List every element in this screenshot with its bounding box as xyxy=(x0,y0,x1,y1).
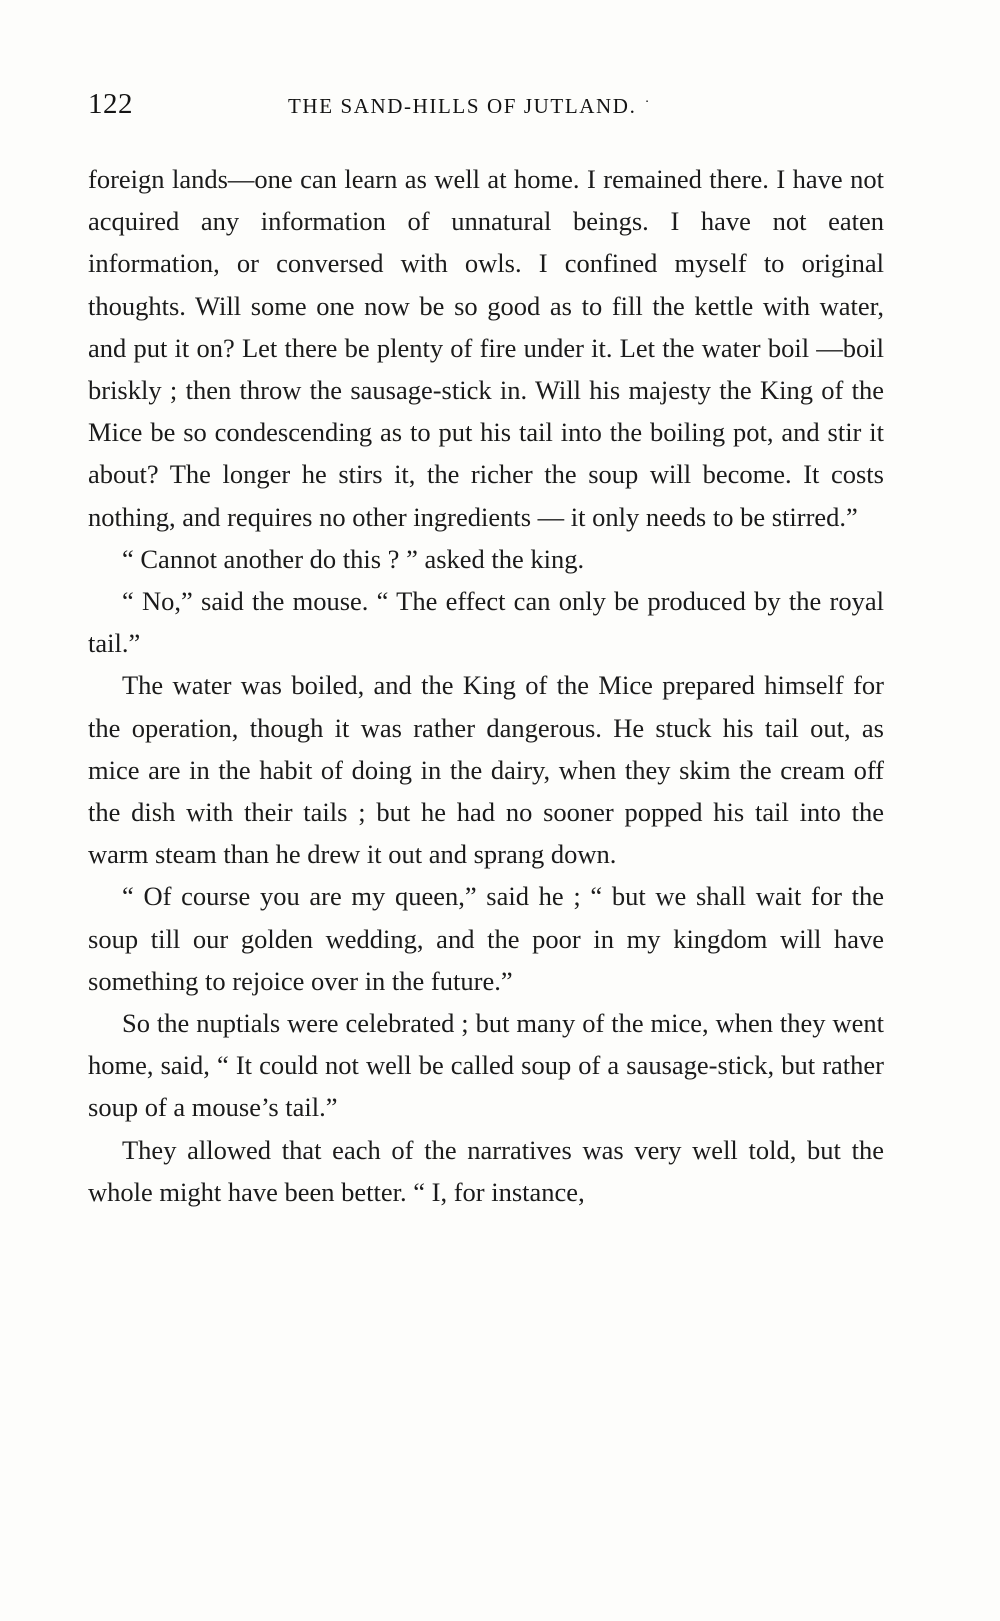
running-head-mark: ˙ xyxy=(644,98,652,115)
paragraph-no-said-mouse: “ No,” said the mouse. “ The effect can only be produced by the royal tail.” xyxy=(88,586,884,659)
running-head xyxy=(288,94,651,119)
paragraph-nuptials: So the nuptials were celebrated ; but many of the mice, when they went home, said, “ It could not well be called soup of a sausage-stick, but rather soup of a mouse’s tail.” xyxy=(88,1008,884,1123)
running-head-title: THE SAND-HILLS OF JUTLAND. xyxy=(288,94,637,118)
page-body xyxy=(88,158,884,1213)
page-header xyxy=(88,88,888,128)
paragraph-continued: foreign lands—one can learn as well at home. I remained there. I have not acquired any information of unnatural beings. I have not eaten information, or conversed with owls. I confined myself to original thoughts. Will some one now be so good as to fill the kettle with water, and put it on? Let there be plenty of fire under it. Let the water boil —boil briskly ; then throw the sausage-stick in. Will his majesty the King of the Mice be so condescending as to put his tail into the boiling pot, and stir it about? The longer he stirs it, the richer the soup will become. It costs nothing, and requires no other ingredients — it only needs to be stirred.” xyxy=(88,164,884,532)
paragraph-they-allowed: They allowed that each of the narratives was very well told, but the whole might have been better. “ I, for instance, xyxy=(88,1134,884,1207)
paragraph-of-course: “ Of course you are my queen,” said he ; “ but we shall wait for the soup till our golden wedding, and the poor in my kingdom will have something to rejoice over in the future.” xyxy=(88,881,884,996)
paragraph-water-boiled: The water was boiled, and the King of the Mice prepared himself for the operation, though it was rather dangerous. He stuck his tail out, as mice are in the habit of doing in the dairy, when they skim the cream off the dish with their tails ; but he had no sooner popped his tail into the warm steam than he drew it out and sprang down. xyxy=(88,670,884,870)
paragraph-cannot-another: “ Cannot another do this ? ” asked the king. xyxy=(122,543,585,574)
page-number: 122 xyxy=(88,88,133,120)
